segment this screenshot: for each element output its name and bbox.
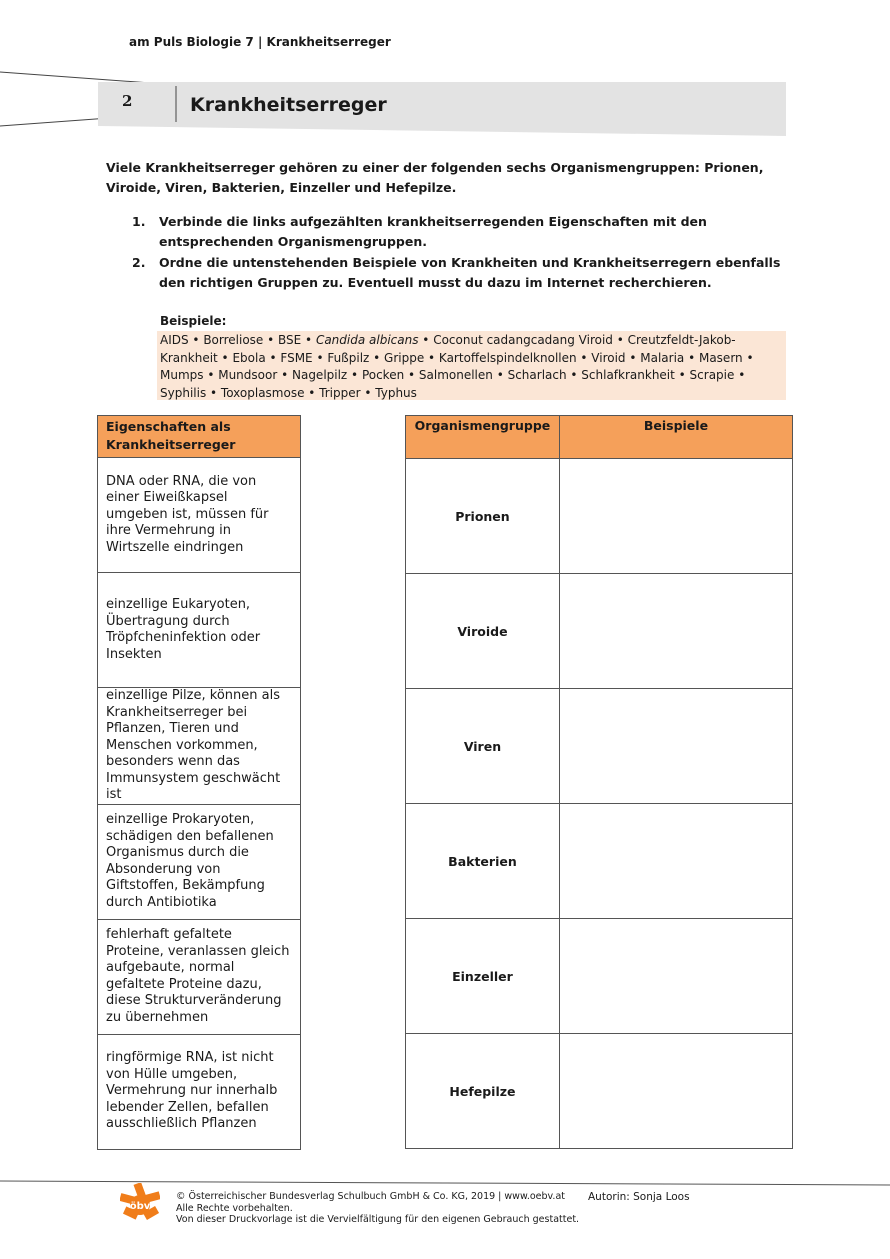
group-cell: Prionen	[406, 459, 560, 574]
examples-answer-cell[interactable]	[559, 919, 792, 1034]
footer-text	[176, 1191, 579, 1226]
examples-part: AIDS • Borreliose • BSE •	[160, 333, 316, 347]
group-cell: Hefepilze	[406, 1034, 560, 1149]
logo-text: öbv	[129, 1201, 151, 1212]
examples-answer-cell[interactable]	[559, 689, 792, 804]
task-number: 1.	[132, 214, 146, 229]
examples-part: • Coconut cadangcadang Viroid • Creutzfeldt-Jakob-Krankheit • Ebola • FSME • Fußpilz • Grippe • Kartoffelspindelknollen • Viroid • Malaria • Masern • Mumps • Mundsoor • Nagelpilz • Pocken • Salmonellen • Scharlach • Schlafkrankheit • Scrapie • Syphilis • Toxoplasmose • Tripper • Typhus	[160, 333, 754, 400]
property-cell: ringförmige RNA, ist nicht von Hülle umgeben, Vermehrung nur innerhalb lebender Zellen, befallen ausschließlich Pflanzen	[98, 1034, 301, 1149]
group-cell: Viroide	[406, 574, 560, 689]
examples-answer-cell[interactable]	[559, 1034, 792, 1149]
properties-header: Eigenschaften als Krankheitserreger	[98, 416, 301, 458]
examples-answer-cell[interactable]	[559, 804, 792, 919]
footer-note: Von dieser Druckvorlage ist die Vervielfältigung für den eigenen Gebrauch gestattet.	[176, 1214, 580, 1225]
task-number: 2.	[132, 255, 146, 270]
chapter-number: 2	[122, 92, 133, 110]
examples-answer-cell[interactable]	[559, 459, 792, 574]
task-list	[106, 212, 786, 294]
group-cell: Bakterien	[406, 804, 560, 919]
footer-rights: Alle Rechte vorbehalten.	[176, 1202, 293, 1214]
footer-author: Autorin: Sonja Loos	[588, 1191, 690, 1203]
oebv-logo-icon	[120, 1183, 160, 1227]
running-title: am Puls Biologie 7 | Krankheitserreger	[129, 35, 391, 49]
examples-heading: Beispiele:	[160, 314, 227, 328]
task-text: Verbinde die links aufgezählten krankheitserregenden Eigenschaften mit den entsprechenden Organismengruppen.	[159, 214, 707, 249]
property-cell: fehlerhaft gefaltete Proteine, veranlassen gleich aufgebaute, normal gefaltete Proteine dazu, diese Strukturveränderung zu übernehmen	[98, 919, 301, 1034]
property-cell: einzellige Eukaryoten, Übertragung durch Tröpfcheninfektion oder Insekten	[98, 573, 301, 688]
examples-answer-cell[interactable]	[559, 574, 792, 689]
task-item	[106, 253, 786, 293]
task-item	[106, 212, 786, 252]
chapter-title: Krankheitserreger	[190, 94, 387, 116]
group-cell: Einzeller	[406, 919, 560, 1034]
task-text: Ordne die untenstehenden Beispiele von Krankheiten und Krankheitserregern ebenfalls den richtigen Gruppen zu. Eventuell musst du dazu im Internet recherchieren.	[159, 255, 781, 290]
examples-header: Beispiele	[559, 416, 792, 459]
intro-text: Viele Krankheitserreger gehören zu einer der folgenden sechs Organismengruppen: Prionen, Viroide, Viren, Bakterien, Einzeller und Hefepilze.	[106, 160, 764, 195]
group-cell: Viren	[406, 689, 560, 804]
property-cell: DNA oder RNA, die von einer Eiweißkapsel umgeben ist, müssen für ihre Vermehrung in Wirtszelle eindringen	[98, 458, 301, 573]
examples-list	[160, 332, 786, 402]
examples-italic: Candida albicans	[315, 333, 419, 347]
property-cell: einzellige Pilze, können als Krankheitserreger bei Pflanzen, Tieren und Menschen vorkommen, besonders wenn das Immunsystem geschwächt ist	[98, 688, 301, 805]
footer-copyright: © Österreichischer Bundesverlag Schulbuch GmbH & Co. KG, 2019 | www.oebv.at	[176, 1191, 565, 1202]
group-header: Organismengruppe	[406, 416, 560, 459]
groups-table	[405, 415, 793, 1149]
properties-table	[97, 415, 301, 1150]
property-cell: einzellige Prokaryoten, schädigen den befallenen Organismus durch die Absonderung von Giftstoffen, Bekämpfung durch Antibiotika	[98, 804, 301, 919]
